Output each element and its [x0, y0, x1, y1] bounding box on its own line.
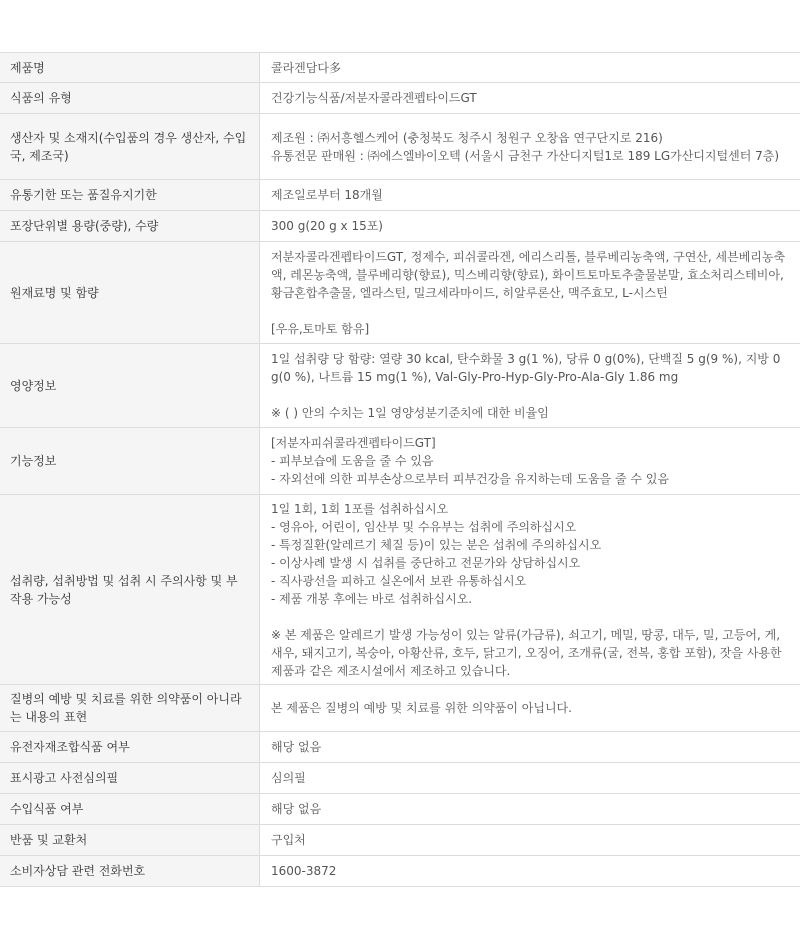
info-row: [0, 825, 800, 856]
info-row-label: 식품의 유형: [0, 83, 260, 114]
blank-line: [271, 302, 790, 320]
info-value-line: 본 제품은 질병의 예방 및 치료를 위한 의약품이 아닙니다.: [271, 701, 572, 715]
info-value-line: 제조일로부터 18개월: [271, 188, 383, 202]
info-row-label: 소비자상담 관련 전화번호: [0, 856, 260, 887]
info-row: [0, 428, 800, 495]
info-row: [0, 495, 800, 685]
info-row-label: 유통기한 또는 품질유지기한: [0, 180, 260, 211]
info-row-value: [260, 114, 800, 180]
info-row-value: [260, 685, 800, 732]
info-row-value: [260, 242, 800, 344]
info-value-line: - 영유아, 어린이, 임산부 및 수유부는 섭취에 주의하십시오: [271, 519, 577, 534]
info-value-line: - 제품 개봉 후에는 바로 섭취하십시오.: [271, 591, 473, 606]
info-row: [0, 856, 800, 887]
info-row-value: [260, 763, 800, 794]
info-row-label: 섭취량, 섭취방법 및 섭취 시 주의사항 및 부작용 가능성: [0, 495, 260, 685]
info-value-line: 콜라겐담다多: [271, 60, 341, 75]
info-value-line: [우유,토마토 함유]: [271, 321, 370, 336]
info-row-value: [260, 53, 800, 83]
info-value-line: 건강기능식품/저분자콜라겐펩타이드GT: [271, 91, 477, 105]
info-row: [0, 211, 800, 242]
info-row: [0, 114, 800, 180]
info-value-line: - 직사광선을 피하고 실온에서 보관 유통하십시오: [271, 573, 527, 588]
info-row-label: 생산자 및 소재지(수입품의 경우 생산자, 수입국, 제조국): [0, 114, 260, 180]
info-value-line: - 이상사례 발생 시 섭취를 중단하고 전문가와 상담하십시오: [271, 555, 581, 570]
info-value-line: 저분자콜라겐펩타이드GT, 정제수, 피쉬콜라겐, 에리스리톨, 블루베리농축액, 구연산, 세븐베리농축액, 레몬농축액, 블루베리향(향료), 믹스베리향(향료), 화이트토마토추출물분말, 효소처리스테비아, 황금혼합추출물, 엘라스틴, 밀크세라마이드, 히알루론산, 맥주효모, L-시스틴: [271, 249, 788, 300]
info-row-label: 수입식품 여부: [0, 794, 260, 825]
info-value-line: - 특정질환(알레르기 체질 등)이 있는 분은 섭취에 주의하십시오: [271, 537, 602, 552]
info-value-line: 1일 1회, 1회 1포를 섭취하십시오: [271, 501, 449, 516]
info-row-label: 영양정보: [0, 344, 260, 428]
info-value-line: 300 g(20 g x 15포): [271, 219, 383, 233]
info-row-value: [260, 794, 800, 825]
info-row-value: [260, 83, 800, 114]
info-value-line: 유통전문 판매원 : ㈜에스엘바이오텍 (서울시 금천구 가산디지털1로 189 LG가산디지털센터 7층): [271, 148, 780, 163]
info-row-label: 제품명: [0, 53, 260, 83]
info-row-value: [260, 180, 800, 211]
info-value-line: ※ 본 제품은 알레르기 발생 가능성이 있는 알류(가금류), 쇠고기, 메밀, 땅콩, 대두, 밀, 고등어, 게, 새우, 돼지고기, 복숭아, 아황산류, 호두, 닭고기, 오징어, 조개류(굴, 전복, 홍합 포함), 잣을 사용한 제품과 같은 제조시설에서 제조하고 있습니다.: [271, 627, 786, 678]
info-row-label: 반품 및 교환처: [0, 825, 260, 856]
product-info-body: [0, 53, 800, 887]
info-row: [0, 794, 800, 825]
info-value-line: 해당 없음: [271, 740, 322, 754]
info-value-line: - 피부보습에 도움을 줄 수 있음: [271, 454, 434, 468]
info-row-label: 원재료명 및 함량: [0, 242, 260, 344]
product-info-table: [0, 52, 800, 887]
info-row-label: 유전자재조합식품 여부: [0, 732, 260, 763]
info-row-value: [260, 495, 800, 685]
info-value-line: 1600-3872: [271, 864, 337, 878]
info-row-label: 표시광고 사전심의필: [0, 763, 260, 794]
info-row-label: 질병의 예방 및 치료를 위한 의약품이 아니라는 내용의 표현: [0, 685, 260, 732]
info-row-label: 기능정보: [0, 428, 260, 495]
info-row-value: [260, 856, 800, 887]
blank-line: [271, 608, 790, 626]
info-row: [0, 344, 800, 428]
info-row: [0, 732, 800, 763]
info-row-value: [260, 211, 800, 242]
info-value-line: ※ ( ) 안의 수치는 1일 영양성분기준치에 대한 비율임: [271, 405, 549, 420]
info-row: [0, 685, 800, 732]
info-row-label: 포장단위별 용량(중량), 수량: [0, 211, 260, 242]
info-row: [0, 242, 800, 344]
info-value-line: 심의필: [271, 771, 306, 785]
info-row-value: [260, 344, 800, 428]
blank-line: [271, 386, 790, 404]
info-value-line: 1일 섭취량 당 함량: 열량 30 kcal, 탄수화물 3 g(1 %), 당류 0 g(0%), 단백질 5 g(9 %), 지방 0 g(0 %), 나트륨 15 mg(1 %), Val-Gly-Pro-Hyp-Gly-Pro-Ala-Gly 1.86 mg: [271, 351, 785, 384]
info-row-value: [260, 428, 800, 495]
info-row: [0, 763, 800, 794]
info-value-line: 제조원 : ㈜서흥헬스케어 (충청북도 청주시 청원구 오창읍 연구단지로 216): [271, 130, 663, 145]
info-value-line: - 자외선에 의한 피부손상으로부터 피부건강을 유지하는데 도움을 줄 수 있음: [271, 472, 670, 486]
info-row: [0, 83, 800, 114]
info-row: [0, 53, 800, 83]
info-value-line: [저분자피쉬콜라겐펩타이드GT]: [271, 436, 436, 450]
info-row-value: [260, 732, 800, 763]
info-value-line: 구입처: [271, 833, 306, 847]
info-row: [0, 180, 800, 211]
info-row-value: [260, 825, 800, 856]
info-value-line: 해당 없음: [271, 802, 322, 816]
